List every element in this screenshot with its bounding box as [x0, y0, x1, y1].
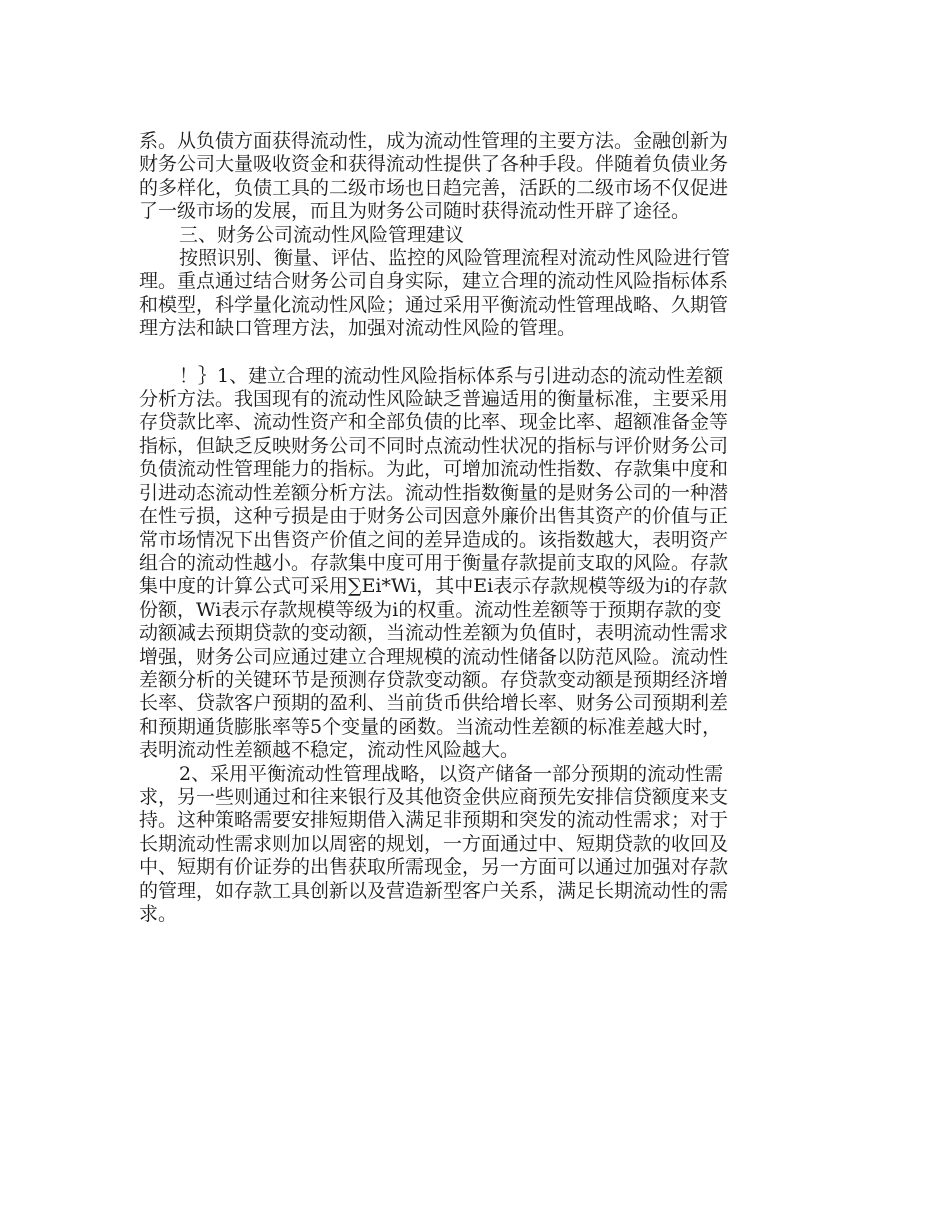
section-heading-3: 三、财务公司流动性风险管理建议	[179, 223, 465, 246]
paragraph-gap	[139, 341, 739, 365]
paragraph-liquidity-liability: 系。从负债方面获得流动性，成为流动性管理的主要方法。金融创新为财务公司大量吸收资金和获得流动性提供了各种手段。伴随着负债业务的多样化，负债工具的二级市场也日趋完善，活跃的二级市场不仅促进了一级市场的发展，而且为财务公司随时获得流动性开辟了途径。	[139, 130, 729, 223]
paragraph-balanced-strategy: 2、采用平衡流动性管理战略，以资产储备一部分预期的流动性需求，另一些则通过和往来银行及其他资金供应商预先安排信贷额度来支持。这种策略需要安排短期借入满足非预期和突发的流动性需求；对于长期流动性需求则加以周密的规划，一方面通过中、短期贷款的收回及中、短期有价证券的出售获取所需现金，另一方面可以通过加强对存款的管理，如存款工具创新以及营造新型客户关系，满足长期流动性的需求。	[139, 762, 729, 925]
paragraph-indicator-system: ！｝1、建立合理的流动性风险指标体系与引进动态的流动性差额分析方法。我国现有的流动性风险缺乏普遍适用的衡量标准，主要采用存贷款比率、流动性资产和全部负债的比率、现金比率、超额准备金等指标，但缺乏反映财务公司不同时点流动性状况的指标与评价财务公司负债流动性管理能力的指标。为此，可增加流动性指数、存款集中度和引进动态流动性差额分析方法。流动性指数衡量的是财务公司的一种潜在性亏损，这种亏损是由于财务公司因意外廉价出售其资产的价值与正常市场情况下出售资产价值之间的差异造成的。该指数越大，表明资产组合的流动性越小。存款集中度可用于衡量存款提前支取的风险。存款集中度的计算公式可采用∑Ei*Wi，其中Ei表示存款规模等级为i的存款份额，Wi表示存款规模等级为i的权重。流动性差额等于预期存款的变动额减去预期贷款的变动额，当流动性差额为负值时，表明流动性需求增强，财务公司应通过建立合理规模的流动性储备以防范风险。流动性差额分析的关键环节是预测存贷款变动额。存贷款变动额是预期经济增长率、贷款客户预期的盈利、当前货币供给增长率、财务公司预期利差和预期通货膨胀率等5个变量的函数。当流动性差额的标准差越大时，表明流动性差额越不稳定，流动性风险越大。	[139, 364, 729, 762]
paragraph-risk-process: 按照识别、衡量、评估、监控的风险管理流程对流动性风险进行管理。重点通过结合财务公司自身实际，建立合理的流动性风险指标体系和模型，科学量化流动性风险；通过采用平衡流动性管理战略、久期管理方法和缺口管理方法，加强对流动性风险的管理。	[139, 247, 731, 340]
document-page	[139, 130, 739, 926]
